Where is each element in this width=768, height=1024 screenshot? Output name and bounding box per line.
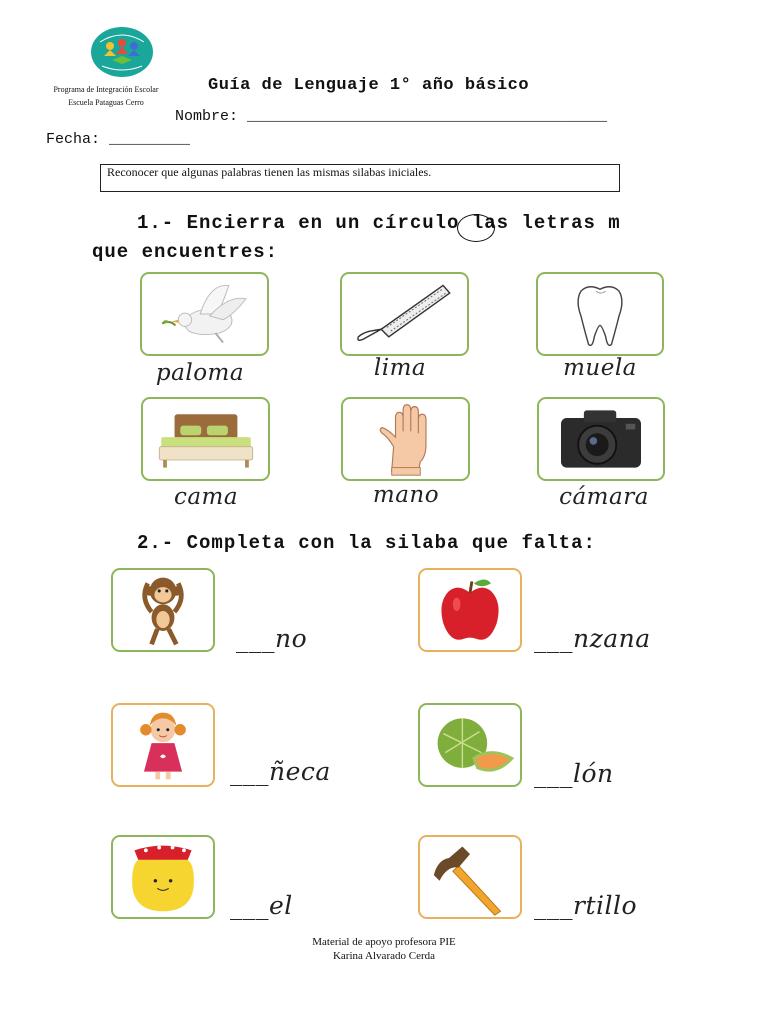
word-doll-blank: ___ñeca xyxy=(230,757,331,786)
file-icon xyxy=(342,274,467,354)
name-field[interactable]: Nombre: ________________________________________ xyxy=(175,108,608,125)
exercise1-instruction-line2: que encuentres: xyxy=(92,241,279,263)
bed-icon xyxy=(143,399,268,479)
honey-image-box xyxy=(111,835,215,919)
page-title: Guía de Lenguaje 1° año básico xyxy=(208,76,530,95)
hand-image-box xyxy=(341,397,470,481)
school-logo xyxy=(90,26,154,78)
tooth-icon xyxy=(538,274,662,354)
camera-icon xyxy=(539,399,663,479)
dove-icon xyxy=(142,274,267,354)
word-monkey-blank: ___no xyxy=(236,624,308,653)
bed-image-box xyxy=(141,397,270,481)
footer-teacher: Karina Alvarado Cerda xyxy=(332,950,435,962)
word-melon-blank: ___lón xyxy=(534,759,614,788)
word-lima: lima xyxy=(373,355,427,381)
tooth-image-box xyxy=(536,272,664,356)
word-muela: muela xyxy=(563,355,637,381)
word-camara: cámara xyxy=(559,484,649,510)
monkey-image-box xyxy=(111,568,215,652)
apple-icon xyxy=(420,570,520,650)
objective-box: Reconocer que algunas palabras tienen las mismas silabas iniciales. xyxy=(100,164,620,192)
doll-image-box xyxy=(111,703,215,787)
file-image-box xyxy=(340,272,469,356)
melon-image-box xyxy=(418,703,522,787)
dove-image-box xyxy=(140,272,269,356)
word-hammer-blank: ___rtillo xyxy=(534,891,638,920)
word-cama: cama xyxy=(173,484,239,510)
word-mano: mano xyxy=(372,482,440,508)
camera-image-box xyxy=(537,397,665,481)
date-field[interactable]: Fecha: _________ xyxy=(46,131,191,148)
apple-image-box xyxy=(418,568,522,652)
monkey-icon xyxy=(113,570,213,650)
word-apple-blank: ___nzana xyxy=(534,624,651,653)
circle-example-mark xyxy=(457,214,495,242)
melon-icon xyxy=(420,705,520,785)
exercise2-instruction: 2.- Completa con la silaba que falta: xyxy=(137,532,596,554)
program-name: Programa de Integración Escolar xyxy=(53,85,159,94)
exercise1-instruction-line1: 1.- Encierra en un círculo las letras m xyxy=(137,212,621,234)
word-paloma: paloma xyxy=(155,360,245,386)
doll-icon xyxy=(113,705,213,785)
hammer-image-box xyxy=(418,835,522,919)
footer-material: Material de apoyo profesora PIE xyxy=(312,936,456,948)
hand-icon xyxy=(343,399,468,479)
honey-jar-icon xyxy=(113,837,213,917)
hammer-icon xyxy=(420,837,520,917)
school-name: Escuela Pataguas Cerro xyxy=(68,98,144,107)
word-honey-blank: ___el xyxy=(230,891,293,920)
